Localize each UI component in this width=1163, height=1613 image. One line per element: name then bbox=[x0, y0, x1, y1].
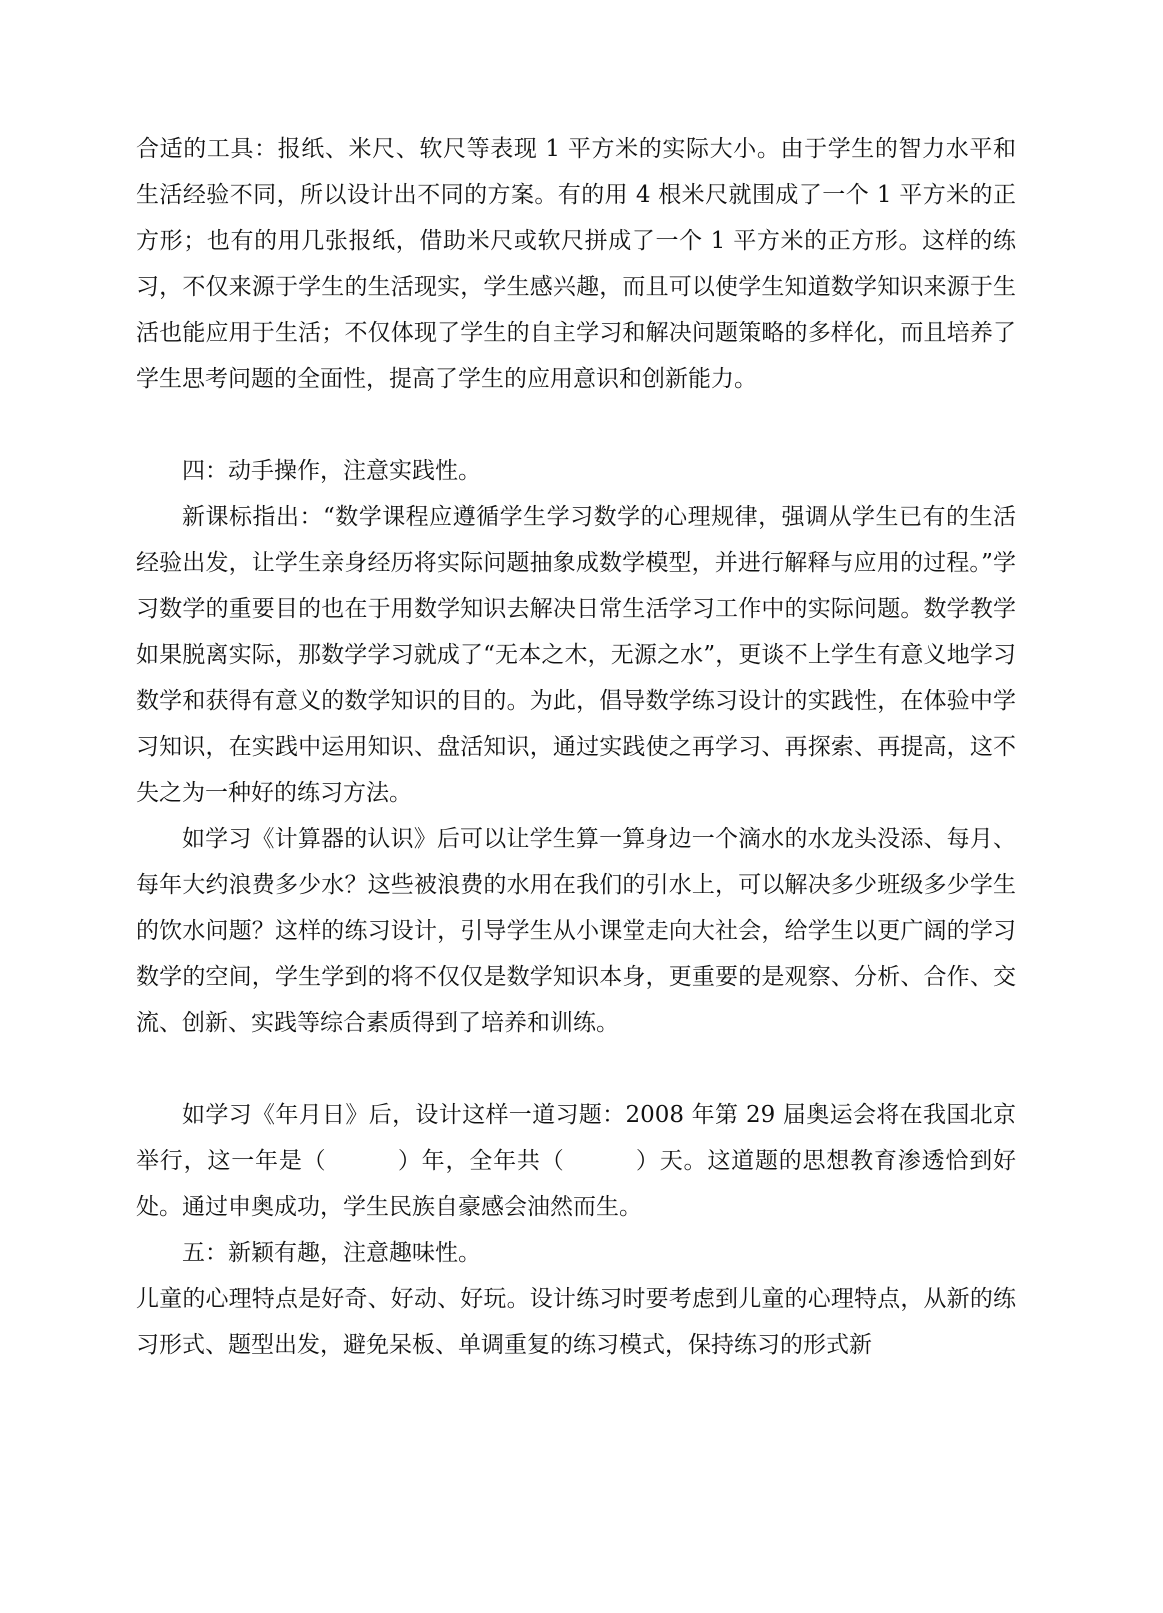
paragraph-curriculum: 新课标指出：“数学课程应遵循学生学习数学的心理规律，强调从学生已有的生活经验出发，让学生亲身经历将实际问题抽象成数学模型，并进行解释与应用的过程。”学习数学的重要目的也在于用数学知识去解决日常生活学习工作中的实际问题。数学教学如果脱离实际，那数学学习就成了“无本之木，无源之水”，更谈不上学生有意义地学习数学和获得有意义的数学知识的目的。为此，倡导数学练习设计的实践性，在体验中学习知识，在实践中运用知识、盘活知识，通过实践使之再学习、再探索、再提高，这不失之为一种好的练习方法。 bbox=[136, 504, 1016, 806]
paragraph-calendar: 如学习《年月日》后，设计这样一道习题：2008 年第 29 届奥运会将在我国北京举行，这一年是（ ）年，全年共（ ）天。这道题的思想教育渗透恰到好处。通过申奥成功，学生民族自豪感会油然而生。 bbox=[136, 1102, 1016, 1220]
section-heading-five: 五：新颖有趣，注意趣味性。 bbox=[182, 1240, 481, 1266]
paragraph-calculator: 如学习《计算器的认识》后可以让学生算一算身边一个滴水的水龙头没添、每月、每年大约浪费多少水？这些被浪费的水用在我们的引水上，可以解决多少班级多少学生的饮水问题？这样的练习设计，引导学生从小课堂走向大社会，给学生以更广阔的学习数学的空间，学生学到的将不仅仅是数学知识本身，更重要的是观察、分析、合作、交流、创新、实践等综合素质得到了培养和训练。 bbox=[136, 826, 1016, 1036]
section-heading-four: 四：动手操作，注意实践性。 bbox=[182, 458, 481, 484]
document-body bbox=[136, 126, 1016, 1368]
paragraph-interest: 儿童的心理特点是好奇、好动、好玩。设计练习时要考虑到儿童的心理特点，从新的练习形式、题型出发，避免呆板、单调重复的练习模式，保持练习的形式新 bbox=[136, 1286, 1016, 1358]
paragraph-tools-practice: 合适的工具：报纸、米尺、软尺等表现 1 平方米的实际大小。由于学生的智力水平和生活经验不同，所以设计出不同的方案。有的用 4 根米尺就围成了一个 1 平方米的正方形；也有的用几张报纸，借助米尺或软尺拼成了一个 1 平方米的正方形。这样的练习，不仅来源于学生的生活现实，学生感兴趣，而且可以使学生知道数学知识来源于生活也能应用于生活；不仅体现了学生的自主学习和解决问题策略的多样化，而且培养了学生思考问题的全面性，提高了学生的应用意识和创新能力。 bbox=[136, 136, 1016, 392]
